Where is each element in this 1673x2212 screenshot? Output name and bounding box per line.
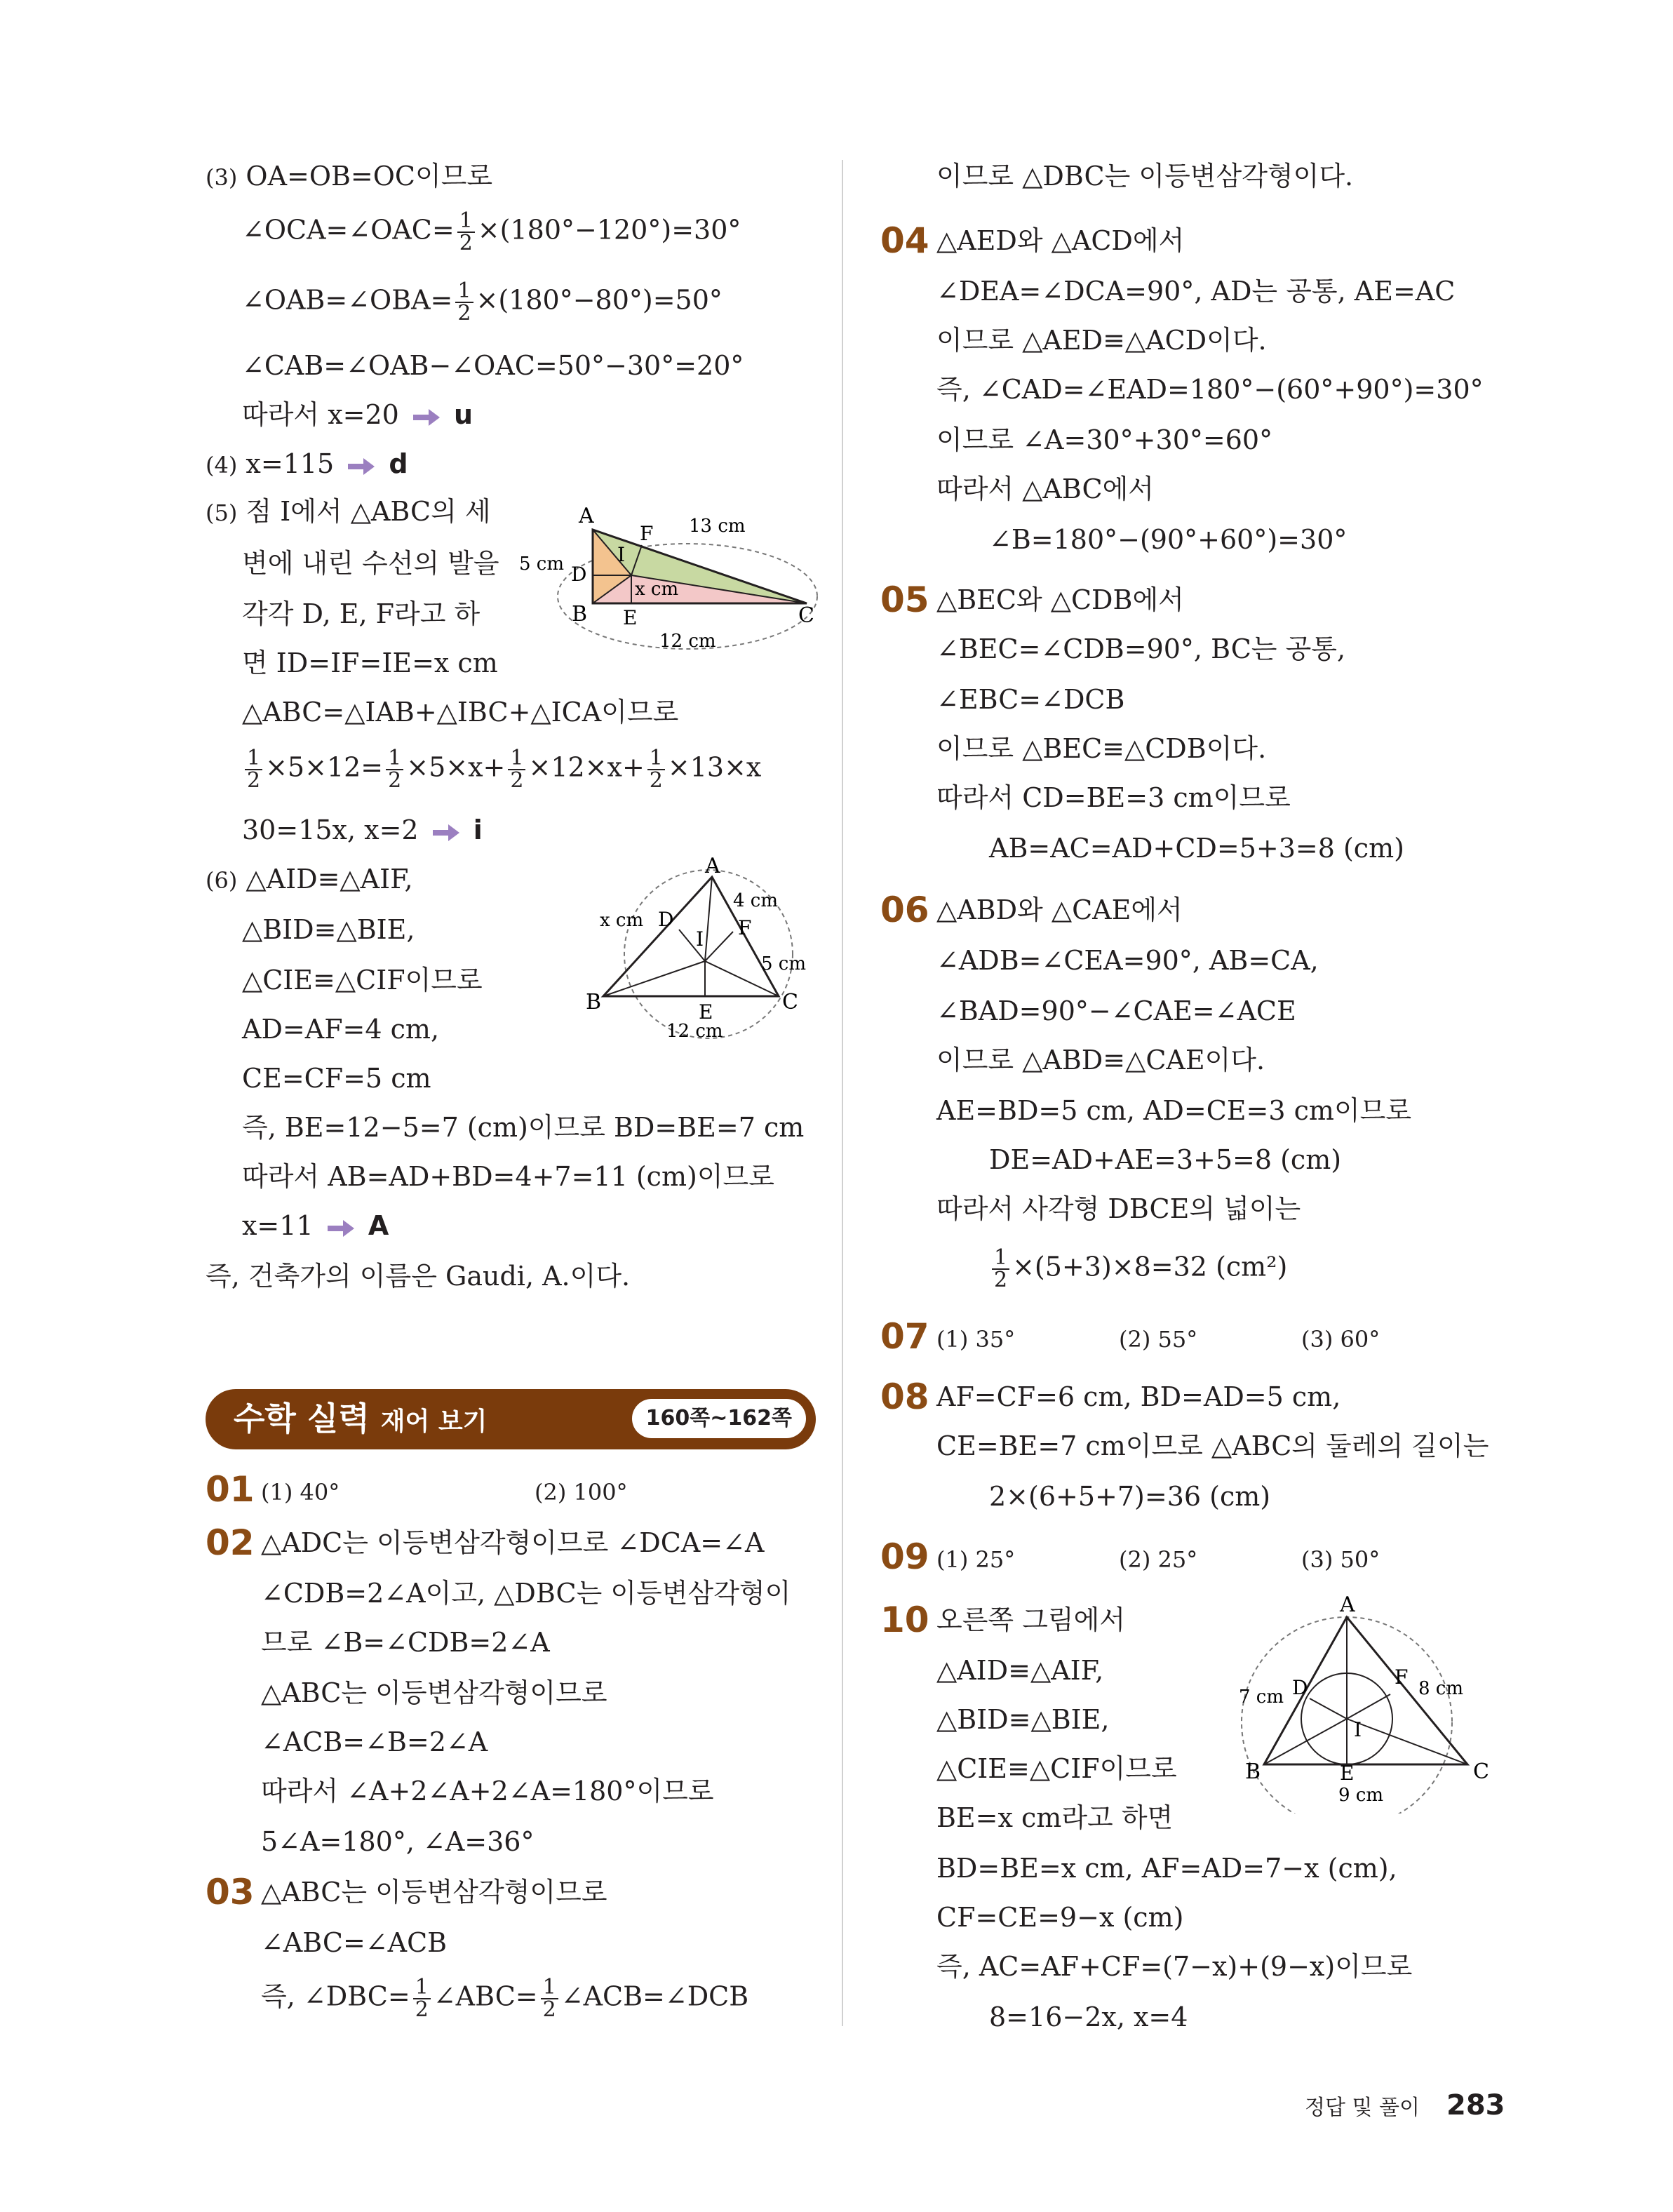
q02-line6: 따라서 ∠A+2∠A+2∠A=180°이므로 [261, 1776, 714, 1807]
q03-line3 [261, 1977, 748, 2020]
segment-ai [705, 877, 712, 961]
q03-continued: 이므로 △DBC는 이등변삼각형이다. [936, 161, 1354, 192]
p6-line8 [242, 1209, 389, 1242]
section-banner [206, 1389, 816, 1449]
p5-line4: 면 ID=IF=IE=x cm [242, 648, 498, 678]
q04-number: 04 [880, 220, 929, 261]
p5-line7 [242, 814, 483, 846]
answer-arrow-icon [326, 1219, 356, 1238]
label-d: D [571, 563, 587, 586]
q10-line1: 오른쪽 그림에서 [936, 1604, 1126, 1635]
q10-line5: BE=x cm라고 하면 [936, 1802, 1174, 1833]
q05-line2: ∠BEC=∠CDB=90°, BC는 공통, [936, 634, 1346, 664]
q10-line4: △CIE≡△CIF이므로 [936, 1753, 1177, 1784]
fraction-den: 2 [457, 301, 471, 326]
q09-number: 09 [880, 1536, 929, 1577]
fraction [647, 748, 665, 791]
p6-line1 [206, 863, 413, 897]
q05-number: 05 [880, 579, 929, 620]
q08-number: 08 [880, 1376, 929, 1417]
p5-l6b: ×5×x+ [406, 751, 506, 783]
p5-answer: i [473, 815, 483, 845]
p6-line6: 즉, BE=12−5=7 (cm)이므로 BD=BE=7 cm [242, 1112, 805, 1143]
q04-line1: △AED와 △ACD에서 [936, 225, 1185, 256]
fraction [245, 748, 262, 791]
label-e: E [1340, 1762, 1355, 1785]
q04-line7: ∠B=180°−(90°+60°)=30° [989, 524, 1348, 555]
label-b: B [572, 602, 588, 626]
p4-line [206, 448, 408, 481]
p4-label: (4) [206, 452, 238, 478]
q03-line2: ∠ABC=∠ACB [261, 1927, 448, 1958]
fraction-num: 1 [386, 748, 403, 770]
label-ac: 8 cm [1418, 1678, 1464, 1699]
fraction-den: 2 [542, 1997, 556, 2022]
q06-line1: △ABD와 △CAE에서 [936, 894, 1183, 925]
p6-line7: 따라서 AB=AD+BD=4+7=11 (cm)이므로 [242, 1161, 774, 1192]
q05-line3: ∠EBC=∠DCB [936, 684, 1125, 715]
label-cf: 5 cm [761, 953, 807, 974]
q07-a: (1) 35° [936, 1326, 1016, 1353]
p3-line5 [242, 398, 473, 431]
p6-line5: CE=CF=5 cm [242, 1063, 431, 1094]
q03-l3a: 즉, ∠DBC= [261, 1980, 410, 2012]
p4-text: x=115 [246, 448, 335, 479]
label-i: I [696, 927, 704, 951]
label-i: I [617, 543, 626, 566]
q08-line3: 2×(6+5+7)=36 (cm) [989, 1481, 1271, 1512]
label-b: B [1245, 1759, 1261, 1784]
fraction-num: 1 [245, 748, 262, 770]
q07-c: (3) 60° [1301, 1326, 1380, 1353]
q04-line6: 따라서 △ABC에서 [936, 474, 1154, 504]
p5-line6 [242, 748, 761, 791]
label-d: D [658, 908, 674, 931]
p3-l3b: ×(180°−80°)=50° [476, 284, 723, 316]
q03-line1: △ABC는 이등변삼각형이므로 [261, 1877, 607, 1908]
p5-l7: 30=15x, x=2 [242, 815, 419, 845]
perp-id [1310, 1698, 1347, 1719]
label-c: C [798, 603, 814, 628]
q10-number: 10 [880, 1600, 929, 1640]
label-e: E [623, 606, 638, 629]
q02-number: 02 [206, 1522, 255, 1563]
fraction [508, 748, 525, 791]
p3-line3 [242, 281, 723, 324]
footer-label: 정답 및 풀이 [1305, 2096, 1420, 2120]
q08-line1: AF=CF=6 cm, BD=AD=5 cm, [936, 1381, 1341, 1412]
fraction-den: 2 [415, 1997, 429, 2022]
label-c: C [782, 990, 798, 1014]
fraction-num: 1 [457, 210, 475, 233]
p3-l2a: ∠OCA=∠OAC= [242, 214, 455, 246]
p4-answer: d [389, 448, 408, 479]
q04-line5: 이므로 ∠A=30°+30°=60° [936, 424, 1273, 455]
label-c: C [1473, 1759, 1489, 1784]
p3-label: (3) [206, 164, 238, 191]
q05-line5: 따라서 CD=BE=3 cm이므로 [936, 782, 1291, 813]
label-e: E [699, 1000, 713, 1024]
fraction [386, 748, 403, 791]
q09-a: (1) 25° [936, 1546, 1016, 1573]
q10-line7: CF=CE=9−x (cm) [936, 1902, 1184, 1933]
figure-q10-triangle [1235, 1596, 1501, 1814]
label-ac: 13 cm [689, 516, 746, 537]
fraction [413, 1977, 431, 2020]
column-divider [842, 160, 843, 2026]
fraction [455, 281, 473, 324]
q10-line6: BD=BE=x cm, AF=AD=7−x (cm), [936, 1853, 1397, 1884]
fraction-den: 2 [510, 768, 524, 793]
p5-l6d: ×13×x [667, 751, 762, 783]
q10-line2: △AID≡△AIF, [936, 1655, 1104, 1686]
answer-arrow-icon [431, 823, 461, 843]
p3-line1 [206, 160, 492, 194]
figure-p6-triangle [575, 856, 828, 1045]
q07-number: 07 [880, 1316, 929, 1357]
banner-pages: 160쪽~162쪽 [632, 1399, 806, 1438]
page-number: 283 [1446, 2089, 1505, 2121]
p5-l6a: ×5×12= [265, 751, 384, 783]
q05-line1: △BEC와 △CDB에서 [936, 584, 1184, 615]
q10-line9: 8=16−2x, x=4 [989, 2002, 1188, 2032]
fraction-num: 1 [508, 748, 525, 770]
answer-arrow-icon [412, 408, 441, 427]
p6-label: (6) [206, 867, 238, 894]
label-f: F [640, 522, 654, 545]
q02-line2: ∠CDB=2∠A이고, △DBC는 이등변삼각형이 [261, 1578, 791, 1609]
fraction-den: 2 [459, 231, 473, 255]
q07-b: (2) 55° [1119, 1326, 1198, 1353]
q06-line7: 따라서 사각형 DBCE의 넓이는 [936, 1193, 1301, 1224]
fraction-num: 1 [647, 748, 665, 770]
p3-l3a: ∠OAB=∠OBA= [242, 284, 453, 316]
q01-b: (2) 100° [535, 1479, 628, 1506]
label-bc: 12 cm [659, 631, 716, 652]
p5-line5: △ABC=△IAB+△IBC+△ICA이므로 [242, 697, 679, 728]
label-radius: x cm [635, 579, 679, 600]
banner-title-b: 재어 보기 [380, 1407, 488, 1436]
p5-text1: 점 I에서 △ABC의 세 [246, 496, 491, 527]
label-d: D [1292, 1676, 1308, 1699]
fraction-num: 1 [992, 1247, 1009, 1270]
p6-line3: △CIE≡△CIF이므로 [242, 965, 483, 996]
q04-line3: 이므로 △AED≡△ACD이다. [936, 325, 1267, 356]
q06-line2: ∠ADB=∠CEA=90°, AB=CA, [936, 945, 1319, 976]
p5-line2: 변에 내린 수선의 발을 [242, 548, 499, 579]
banner-title [234, 1399, 487, 1442]
q01-a: (1) 40° [261, 1479, 340, 1506]
q06-line5: AE=BD=5 cm, AD=CE=3 cm이므로 [936, 1095, 1412, 1126]
label-ab: 7 cm [1239, 1687, 1284, 1708]
p3-l5: 따라서 x=20 [242, 399, 399, 430]
q03-number: 03 [206, 1872, 255, 1912]
q06-line3: ∠BAD=90°−∠CAE=∠ACE [936, 996, 1296, 1026]
q06-l8: ×(5+3)×8=32 (cm²) [1012, 1251, 1288, 1282]
q02-line4: △ABC는 이등변삼각형이므로 [261, 1677, 607, 1708]
p6-text1: △AID≡△AIF, [246, 864, 413, 894]
figure-p5-triangle [512, 491, 821, 652]
label-bc: 9 cm [1338, 1785, 1384, 1806]
p6-line4: AD=AF=4 cm, [242, 1014, 440, 1045]
perp-if [1347, 1694, 1390, 1719]
p3-l2b: ×(180°−120°)=30° [477, 214, 741, 246]
label-f: F [738, 916, 752, 939]
q06-number: 06 [880, 890, 929, 930]
label-a: A [1340, 1596, 1355, 1617]
label-af: 4 cm [733, 890, 779, 911]
p3-line2 [242, 210, 741, 254]
q03-l3c: ∠ACB=∠DCB [560, 1980, 749, 2012]
q04-line2: ∠DEA=∠DCA=90°, AD는 공통, AE=AC [936, 276, 1456, 307]
p6-answer: A [368, 1210, 389, 1241]
q05-line4: 이므로 △BEC≡△CDB이다. [936, 733, 1267, 764]
q05-line6: AB=AC=AD+CD=5+3=8 (cm) [989, 833, 1404, 864]
q09-b: (2) 25° [1119, 1546, 1198, 1573]
q01-number: 01 [206, 1469, 255, 1510]
label-b: B [586, 990, 602, 1014]
fraction-den: 2 [649, 768, 663, 793]
fraction-num: 1 [541, 1977, 558, 1999]
conclusion: 즉, 건축가의 이름은 Gaudi, A.이다. [206, 1261, 631, 1292]
q02-line3: 므로 ∠B=∠CDB=2∠A [261, 1627, 550, 1658]
label-a: A [705, 856, 720, 878]
fraction-num: 1 [455, 281, 473, 303]
label-bc: 12 cm [666, 1021, 723, 1042]
fraction [992, 1247, 1009, 1291]
label-bd: x cm [600, 910, 644, 931]
banner-title-a: 수학 실력 [234, 1400, 381, 1437]
p5-l6c: ×12×x+ [528, 751, 645, 783]
fraction [457, 210, 475, 254]
q10-line3: △BID≡△BIE, [936, 1704, 1110, 1735]
label-a: A [579, 504, 594, 528]
p5-line1 [206, 495, 491, 529]
fraction-den: 2 [388, 768, 402, 793]
fraction-den: 2 [247, 768, 261, 793]
p3-line4: ∠CAB=∠OAB−∠OAC=50°−30°=20° [242, 350, 744, 381]
fraction-num: 1 [413, 1977, 431, 1999]
q06-line4: 이므로 △ABD≡△CAE이다. [936, 1045, 1265, 1075]
label-f: F [1395, 1665, 1409, 1689]
q06-line8 [989, 1247, 1287, 1291]
fraction-den: 2 [994, 1268, 1008, 1292]
fraction [541, 1977, 558, 2020]
perp-if [705, 932, 733, 961]
q02-line1: △ADC는 이등변삼각형이므로 ∠DCA=∠A [261, 1527, 765, 1558]
p5-label: (5) [206, 500, 238, 526]
label-ab: 5 cm [519, 554, 565, 575]
answer-arrow-icon [347, 457, 376, 476]
q06-line6: DE=AD+AE=3+5=8 (cm) [989, 1144, 1342, 1175]
q10-line8: 즉, AC=AF+CF=(7−x)+(9−x)이므로 [936, 1951, 1413, 1982]
p3-answer: u [454, 399, 473, 430]
p3-text1: OA=OB=OC이므로 [246, 161, 493, 192]
q08-line2: CE=BE=7 cm이므로 △ABC의 둘레의 길이는 [936, 1430, 1489, 1461]
p6-line2: △BID≡△BIE, [242, 914, 415, 945]
p6-l8: x=11 [242, 1210, 314, 1241]
label-i: I [1354, 1718, 1362, 1741]
p5-line3: 각각 D, E, F라고 하 [242, 598, 481, 629]
q03-l3b: ∠ABC= [433, 1980, 538, 2012]
q02-line5: ∠ACB=∠B=2∠A [261, 1727, 488, 1757]
q02-line7: 5∠A=180°, ∠A=36° [261, 1826, 535, 1857]
q09-c: (3) 50° [1301, 1546, 1380, 1573]
q04-line4: 즉, ∠CAD=∠EAD=180°−(60°+90°)=30° [936, 374, 1484, 405]
